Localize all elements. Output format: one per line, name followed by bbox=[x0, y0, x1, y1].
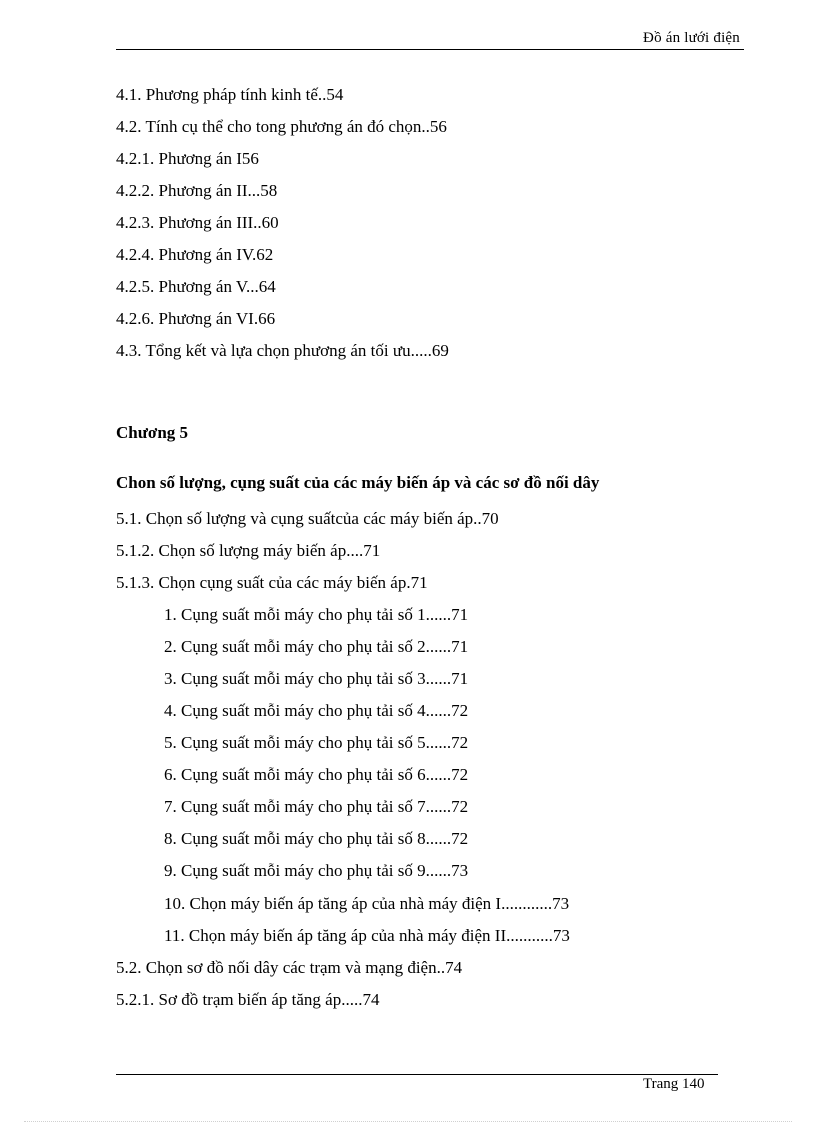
page-edge bbox=[24, 1121, 792, 1122]
toc-sub-item: 9. Cụng suất mỗi máy cho phụ tải số 9......73 bbox=[164, 861, 469, 880]
page-header-title: Đồ án lưới điện bbox=[643, 30, 740, 46]
page-number: Trang 140 bbox=[643, 1076, 705, 1092]
toc-line: 4.2.5. Phương án V...64 bbox=[116, 277, 276, 296]
toc-sub-item: 10. Chọn máy biến áp tăng áp của nhà máy điện I............73 bbox=[164, 894, 570, 913]
header-rule bbox=[116, 49, 744, 50]
toc-line: 4.1. Phương pháp tính kinh tế..54 bbox=[116, 85, 344, 104]
chapter-title: Chon số lượng, cụng suất của các máy biến áp và các sơ đồ nối dây bbox=[116, 473, 600, 492]
toc-line: 4.2.4. Phương án IV.62 bbox=[116, 245, 274, 264]
toc-sub-item: 5. Cụng suất mỗi máy cho phụ tải số 5......72 bbox=[164, 733, 469, 752]
toc-line: 4.2.3. Phương án III..60 bbox=[116, 213, 279, 232]
toc-sub-item: 11. Chọn máy biến áp tăng áp của nhà máy điện II...........73 bbox=[164, 926, 570, 945]
toc-sub-item: 8. Cụng suất mỗi máy cho phụ tải số 8......72 bbox=[164, 829, 469, 848]
toc-line: 4.2.1. Phương án I56 bbox=[116, 149, 259, 168]
toc-line: 4.2.6. Phương án VI.66 bbox=[116, 309, 276, 328]
toc-sub-item: 3. Cụng suất mỗi máy cho phụ tải số 3......71 bbox=[164, 669, 469, 688]
toc-sub-item: 2. Cụng suất mỗi máy cho phụ tải số 2......71 bbox=[164, 637, 469, 656]
toc-line: 5.1.3. Chọn cụng suất của các máy biến áp.71 bbox=[116, 573, 428, 592]
toc-line: 4.2.2. Phương án II...58 bbox=[116, 181, 278, 200]
toc-sub-item: 6. Cụng suất mỗi máy cho phụ tải số 6......72 bbox=[164, 765, 469, 784]
toc-line: 4.2. Tính cụ thể cho tong phương án đó chọn..56 bbox=[116, 117, 447, 136]
footer-rule bbox=[116, 1074, 718, 1075]
toc-sub-item: 7. Cụng suất mỗi máy cho phụ tải số 7......72 bbox=[164, 797, 469, 816]
toc-line: 5.1. Chọn số lượng và cụng suấtcủa các máy biến áp..70 bbox=[116, 509, 499, 528]
toc-line: 5.2. Chọn sơ đồ nối dây các trạm và mạng điện..74 bbox=[116, 958, 463, 977]
toc-line: 4.3. Tổng kết và lựa chọn phương án tối ưu.....69 bbox=[116, 341, 449, 360]
toc-sub-item: 4. Cụng suất mỗi máy cho phụ tải số 4......72 bbox=[164, 701, 469, 720]
toc-sub-item: 1. Cụng suất mỗi máy cho phụ tải số 1......71 bbox=[164, 605, 469, 624]
toc-line: 5.2.1. Sơ đồ trạm biến áp tăng áp.....74 bbox=[116, 990, 380, 1009]
toc-line: 5.1.2. Chọn số lượng máy biến áp....71 bbox=[116, 541, 381, 560]
chapter-heading: Chương 5 bbox=[116, 423, 189, 442]
